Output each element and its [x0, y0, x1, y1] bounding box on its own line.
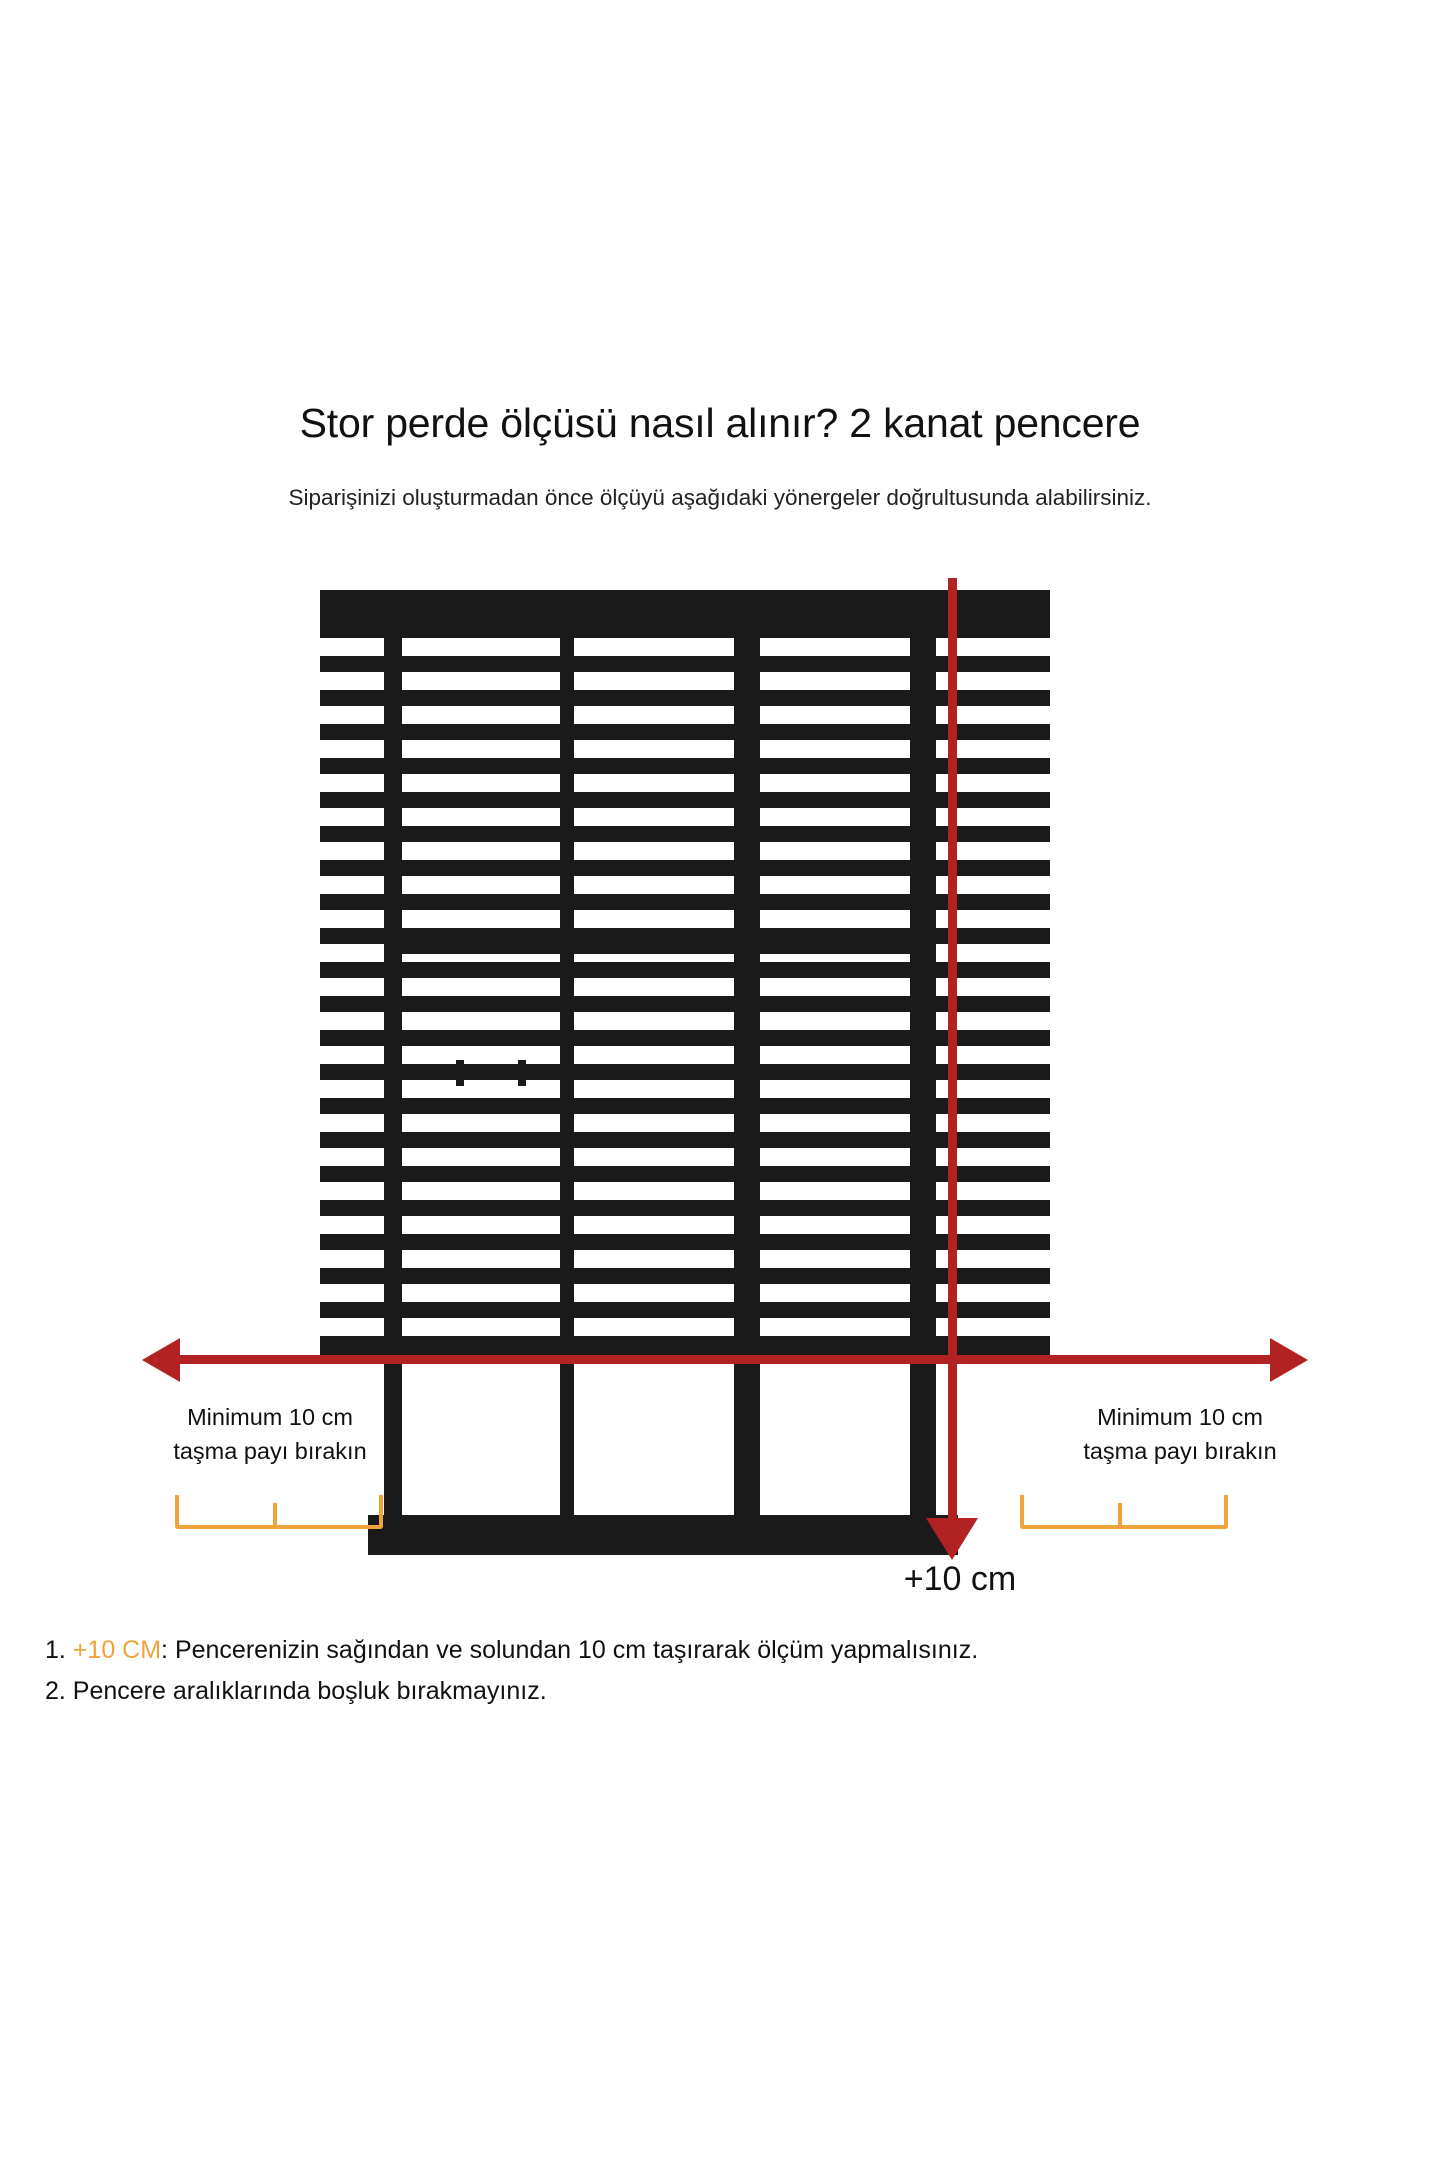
left-overhang-label-line2: taşma payı bırakın — [173, 1438, 367, 1464]
right-overhang-label-line2: taşma payı bırakın — [1083, 1438, 1277, 1464]
note-item-2: 2. Pencere aralıklarında boşluk bırakmayınız. — [45, 1677, 547, 1705]
right-overhang-bracket-tick — [1118, 1503, 1122, 1525]
right-overhang-label-line1: Minimum 10 cm — [1097, 1404, 1263, 1430]
blind-slat — [320, 1234, 1050, 1250]
blind-slat — [320, 1030, 1050, 1046]
blind-valance — [320, 590, 1050, 638]
blind-slat — [320, 656, 1050, 672]
blind-slat — [320, 860, 1050, 876]
right-overhang-bracket — [1020, 1495, 1228, 1529]
blind-slat — [320, 758, 1050, 774]
arrow-down-icon — [926, 1518, 978, 1560]
blind-slat — [320, 1064, 1050, 1080]
left-overhang-label-line1: Minimum 10 cm — [187, 1404, 353, 1430]
vertical-measure-line — [948, 578, 957, 1523]
blind-slat — [320, 826, 1050, 842]
note-1-number: 1. — [45, 1636, 66, 1664]
left-overhang-bracket — [175, 1495, 383, 1529]
blind-slat — [320, 1200, 1050, 1216]
blind-slat — [320, 1132, 1050, 1148]
page-subtitle: Siparişinizi oluşturmadan önce ölçüyü aşağıdaki yönergeler doğrultusunda alabilirsiniz. — [288, 485, 1152, 510]
left-overhang-label — [110, 1400, 430, 1468]
blind-slat — [320, 792, 1050, 808]
blind-slat — [320, 1166, 1050, 1182]
note-1-text: : Pencerenizin sağından ve solundan 10 cm taşırarak ölçüm yapmalısınız. — [161, 1636, 979, 1664]
blind-slat — [320, 894, 1050, 910]
measurement-diagram — [120, 560, 1320, 1610]
blind-slat — [320, 1098, 1050, 1114]
blind-slat — [320, 690, 1050, 706]
page-title: Stor perde ölçüsü nasıl alınır? 2 kanat pencere — [299, 400, 1141, 446]
blind-slat — [320, 962, 1050, 978]
horizontal-measure-line — [175, 1355, 1275, 1364]
blind-slat — [320, 1302, 1050, 1318]
blind-slat — [320, 724, 1050, 740]
right-overhang-label — [1020, 1400, 1340, 1468]
note-item-1 — [45, 1630, 1405, 1671]
blind-slat — [320, 1268, 1050, 1284]
blind-slat — [320, 928, 1050, 944]
window-sill — [368, 1515, 958, 1555]
instruction-notes — [45, 1630, 1405, 1712]
note-1-highlight: +10 CM — [72, 1636, 162, 1664]
bottom-overhang-caption: +10 cm — [903, 1560, 1017, 1598]
arrow-right-icon — [1270, 1338, 1308, 1382]
left-overhang-bracket-tick — [273, 1503, 277, 1525]
arrow-left-icon — [142, 1338, 180, 1382]
blind-slat — [320, 996, 1050, 1012]
